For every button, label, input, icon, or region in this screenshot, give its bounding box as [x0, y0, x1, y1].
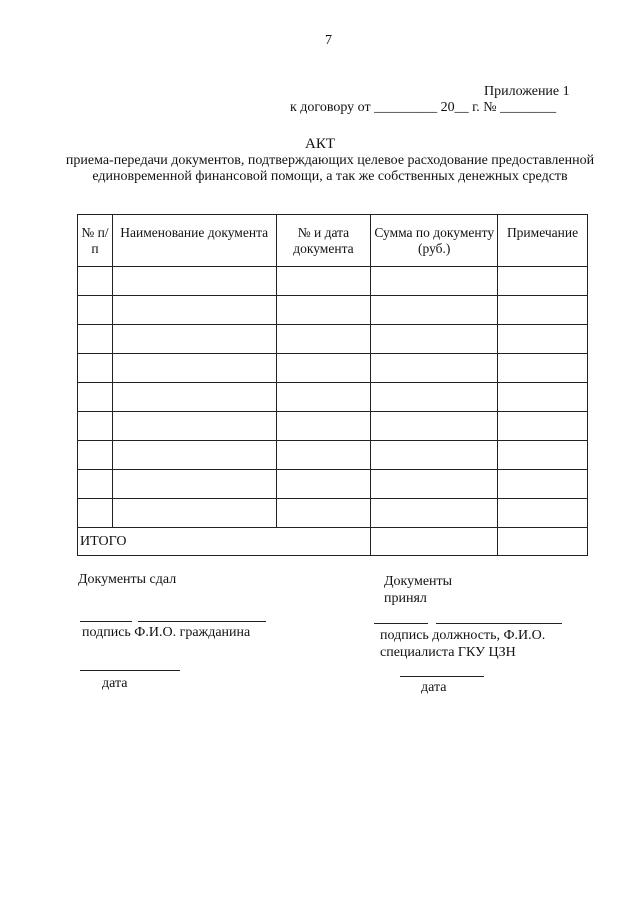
date-line — [80, 670, 180, 671]
col-header-document-name: Наименование документа — [112, 215, 276, 267]
table-row — [78, 441, 588, 470]
page-number: 7 — [325, 33, 332, 48]
date-label-right: дата — [421, 680, 447, 695]
table-row — [78, 296, 588, 325]
act-subtitle: приема-передачи документов, подтверждающих целевое расходование предоставленной единовременной финансовой помощи, а так же собственных денежных средств — [65, 153, 595, 184]
table-row — [78, 470, 588, 499]
table-row — [78, 383, 588, 412]
act-title: АКТ — [305, 136, 335, 152]
table-row — [78, 354, 588, 383]
table-header-row — [78, 215, 588, 267]
citizen-signature-caption: подпись Ф.И.О. гражданина — [82, 625, 251, 640]
appendix-title: Приложение 1 — [484, 84, 570, 99]
table-row — [78, 325, 588, 354]
total-label: ИТОГО — [78, 528, 371, 556]
col-header-number-date: № и дата документа — [276, 215, 371, 267]
documents-table — [77, 214, 588, 556]
total-row — [78, 528, 588, 556]
date-line — [400, 676, 484, 677]
table-row — [78, 499, 588, 528]
position-name-line — [436, 623, 562, 624]
table-row — [78, 412, 588, 441]
col-header-amount: Сумма по документу (руб.) — [371, 215, 498, 267]
documents-handed-over-label: Документы сдал — [78, 572, 177, 587]
col-header-note: Примечание — [498, 215, 588, 267]
date-label-left: дата — [102, 676, 128, 691]
signature-line — [80, 621, 132, 622]
specialist-signature-caption: подпись должность, Ф.И.О. специалиста ГКУ ЦЗН — [380, 628, 546, 660]
signature-line — [374, 623, 428, 624]
col-header-number: № п/п — [78, 215, 113, 267]
total-note-cell — [498, 528, 588, 556]
contract-reference: к договору от _________ 20__ г. № ________ — [290, 100, 557, 115]
name-line — [138, 621, 266, 622]
total-amount-cell — [371, 528, 498, 556]
documents-received-label: Документы принял — [384, 574, 453, 606]
table-row — [78, 267, 588, 296]
